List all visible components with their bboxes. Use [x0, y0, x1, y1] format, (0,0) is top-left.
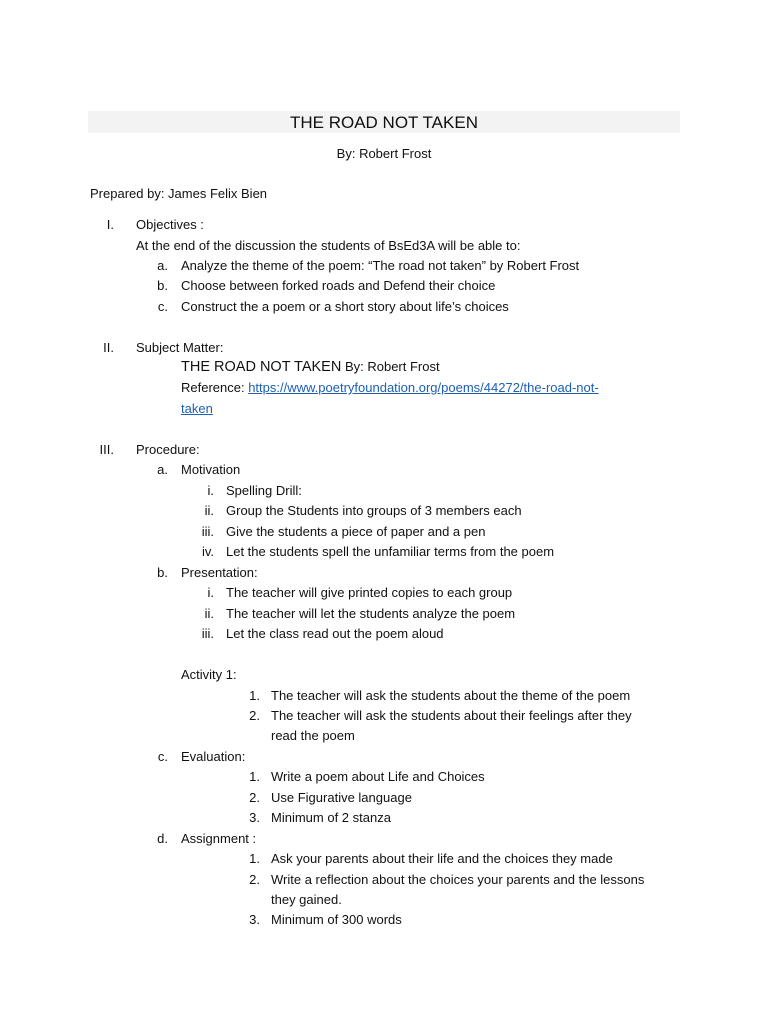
list-marker: a. — [157, 258, 168, 273]
list-item: The teacher will let the students analyze the poem — [226, 606, 516, 621]
section-numeral: III. — [99, 442, 114, 457]
list-marker: 2. — [249, 708, 260, 723]
list-marker: c. — [157, 749, 168, 764]
reference-link-continued[interactable]: taken — [181, 401, 213, 416]
list-marker: i. — [207, 585, 214, 600]
list-item: Construct the a poem or a short story about life’s choices — [181, 299, 509, 314]
list-item: Minimum of 300 words — [271, 912, 402, 927]
subsection-presentation: Presentation: — [181, 565, 258, 580]
list-marker: iii. — [201, 524, 214, 539]
subsection-assignment: Assignment : — [181, 831, 257, 846]
reference-line — [181, 380, 599, 396]
list-marker: 1. — [249, 688, 260, 703]
list-item-continuation: they gained. — [271, 892, 342, 907]
objectives-intro: At the end of the discussion the students of BsEd3A will be able to: — [136, 238, 521, 253]
list-marker: 3. — [249, 912, 260, 927]
list-marker: 1. — [249, 769, 260, 784]
list-item: Let the class read out the poem aloud — [226, 626, 444, 641]
list-item: Ask your parents about their life and the choices they made — [271, 851, 613, 866]
section-heading-objectives: Objectives : — [136, 217, 204, 232]
list-item: Write a reflection about the choices your parents and the lessons — [271, 872, 645, 887]
prepared-by: Prepared by: James Felix Bien — [90, 186, 268, 201]
list-marker: a. — [157, 462, 168, 477]
list-marker: ii. — [204, 503, 214, 518]
list-item: Minimum of 2 stanza — [271, 810, 391, 825]
list-marker: b. — [157, 278, 168, 293]
section-numeral: II. — [103, 340, 114, 355]
subject-by: By: Robert Frost — [341, 359, 440, 374]
list-item: Spelling Drill: — [226, 483, 302, 498]
activity-heading: Activity 1: — [181, 667, 237, 682]
list-marker: iii. — [201, 626, 214, 641]
list-item: Group the Students into groups of 3 members each — [226, 503, 522, 518]
list-marker: c. — [157, 299, 168, 314]
section-heading-procedure: Procedure: — [136, 442, 200, 457]
list-item-continuation: read the poem — [271, 728, 355, 743]
list-marker: iv. — [201, 544, 214, 559]
list-item: The teacher will give printed copies to each group — [226, 585, 513, 600]
byline: By: Robert Frost — [336, 146, 432, 161]
page-title: THE ROAD NOT TAKEN — [290, 113, 478, 132]
list-marker: 1. — [249, 851, 260, 866]
list-item: Let the students spell the unfamiliar terms from the poem — [226, 544, 555, 559]
list-item: Use Figurative language — [271, 790, 412, 805]
list-marker: d. — [157, 831, 168, 846]
list-marker: 2. — [249, 872, 260, 887]
subsection-motivation: Motivation — [181, 462, 241, 477]
list-item: Analyze the theme of the poem: “The road not taken” by Robert Frost — [181, 258, 580, 273]
list-item: Choose between forked roads and Defend their choice — [181, 278, 496, 293]
section-numeral: I. — [106, 217, 114, 232]
list-marker: b. — [157, 565, 168, 580]
list-marker: i. — [207, 483, 214, 498]
list-marker: ii. — [204, 606, 214, 621]
subject-title-line — [181, 359, 440, 375]
list-marker: 3. — [249, 810, 260, 825]
list-item: The teacher will ask the students about their feelings after they — [271, 708, 632, 723]
list-item: Give the students a piece of paper and a pen — [226, 524, 486, 539]
list-item: Write a poem about Life and Choices — [271, 769, 485, 784]
reference-label: Reference: — [181, 380, 249, 395]
subject-title: THE ROAD NOT TAKEN — [181, 359, 342, 375]
list-item: The teacher will ask the students about the theme of the poem — [271, 688, 631, 703]
list-marker: 2. — [249, 790, 260, 805]
subsection-evaluation: Evaluation: — [181, 749, 246, 764]
reference-link[interactable]: https://www.poetryfoundation.org/poems/44272/the-road-not- — [248, 380, 599, 395]
section-heading-subject-matter: Subject Matter: — [136, 340, 224, 355]
